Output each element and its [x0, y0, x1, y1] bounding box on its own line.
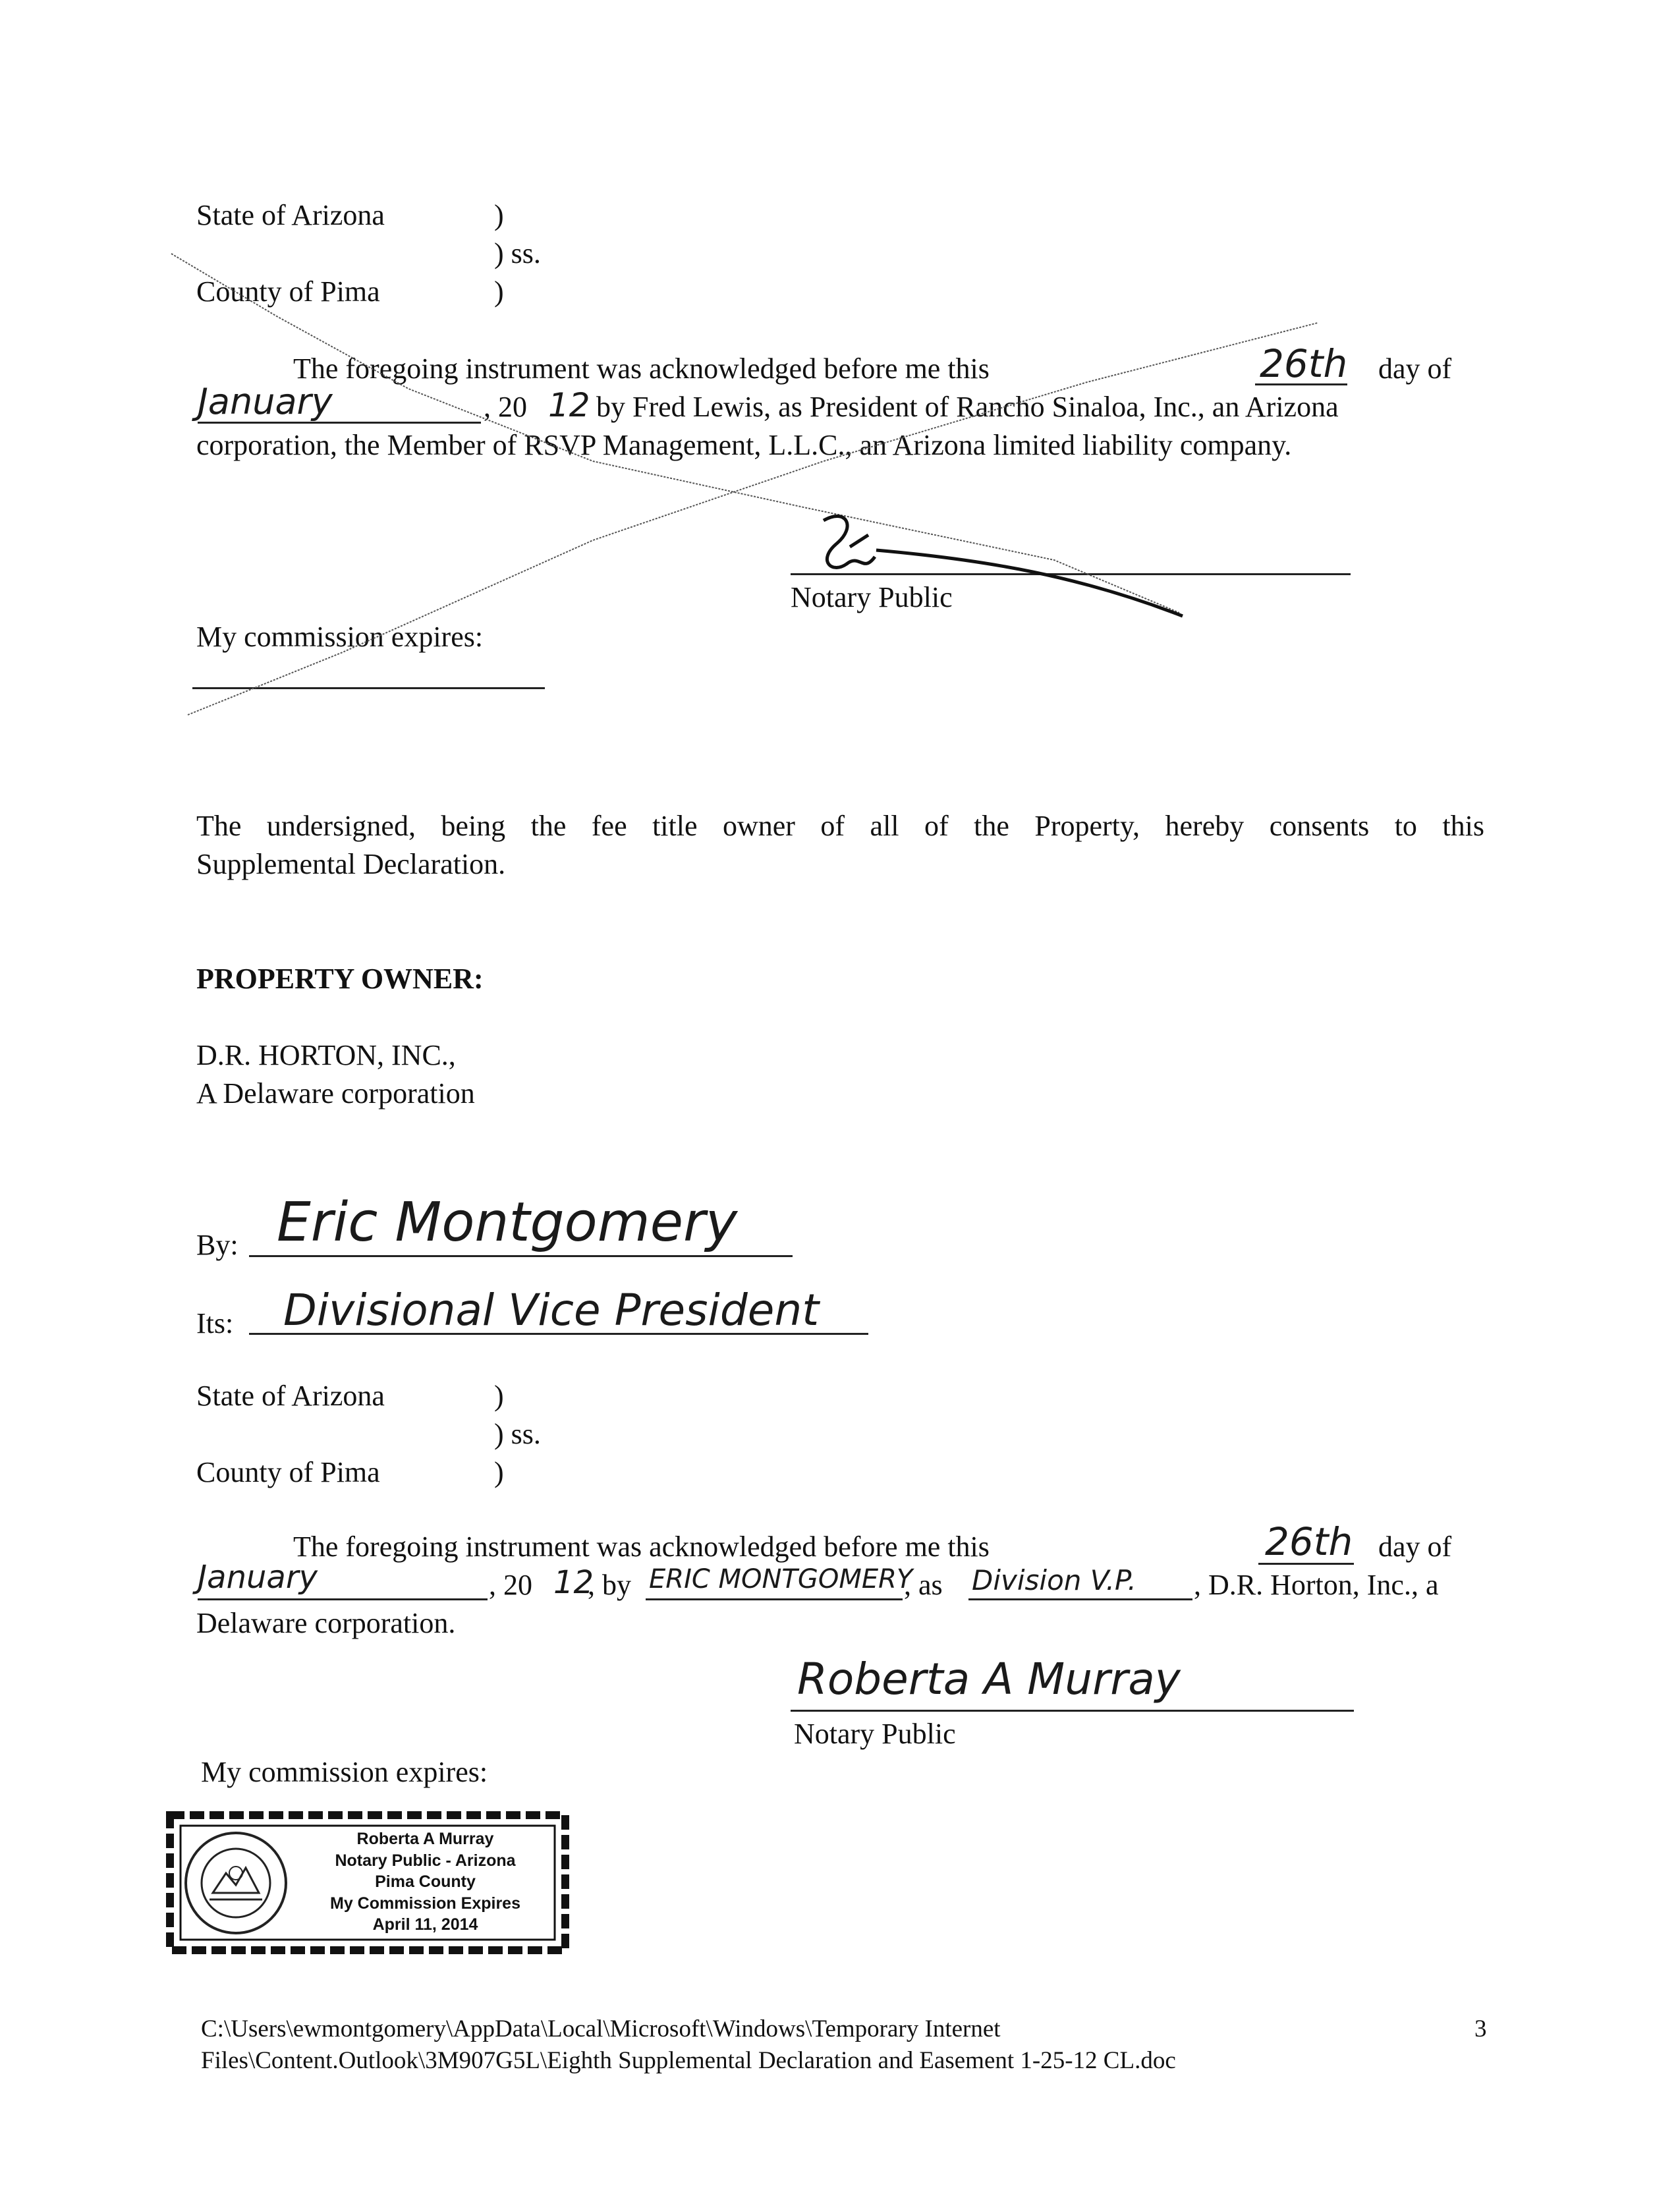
paren-2a: )	[494, 1380, 504, 1412]
ack-text-2c: Delaware corporation.	[196, 1607, 456, 1639]
ack-text-1a: The foregoing instrument was acknowledged before me this	[293, 352, 990, 385]
page-number: 3	[1474, 2015, 1487, 2042]
by-signature: Eric Montgomery	[277, 1191, 738, 1254]
title-line	[968, 1598, 1192, 1600]
by-line	[249, 1255, 793, 1257]
strikethrough-lines	[171, 254, 1318, 715]
paren-1b: )	[494, 275, 504, 308]
ss-label-1: ) ss.	[494, 237, 541, 269]
state-seal-icon	[180, 1827, 292, 1939]
stamp-title: Notary Public - Arizona	[335, 1851, 516, 1870]
footer-path-line-2: Files\Content.Outlook\3M907G5L\Eighth Supplemental Declaration and Easement 1-25-12 CL.doc	[201, 2047, 1176, 2074]
stamp-name: Roberta A Murray	[356, 1830, 494, 1848]
pen-stroke	[876, 550, 1183, 616]
notary-label-2: Notary Public	[794, 1718, 956, 1750]
stamp-county: Pima County	[375, 1872, 476, 1891]
ack-text-2b: day of	[1378, 1531, 1452, 1563]
notary-stamp	[163, 1809, 572, 1957]
ack-year-prefix-2: , 20	[489, 1569, 532, 1601]
county-label-2: County of Pima	[196, 1456, 380, 1488]
notary-signature-line-2	[791, 1710, 1354, 1712]
paren-1a: )	[494, 199, 504, 231]
consent-line-2: Supplemental Declaration.	[196, 848, 506, 880]
footer-path-line-1: C:\Users\ewmontgomery\AppData\Local\Microsoft\Windows\Temporary Internet	[201, 2015, 1001, 2042]
state-label-2: State of Arizona	[196, 1380, 385, 1412]
ack-as-2: , as	[904, 1569, 943, 1601]
commission-label-2: My commission expires:	[201, 1756, 488, 1788]
owner-type: A Delaware corporation	[196, 1077, 475, 1110]
initials-mark	[824, 516, 875, 567]
notary-label-1: Notary Public	[791, 581, 953, 613]
ack-text-1c: by Fred Lewis, as President of Rancho Sinaloa, Inc., an Arizona	[596, 391, 1339, 423]
notary-signature-2: Roberta A Murray	[797, 1654, 1181, 1704]
its-label: Its:	[196, 1307, 234, 1339]
ack-month-line-2	[198, 1598, 488, 1600]
ack-rest-2: , D.R. Horton, Inc., a	[1194, 1569, 1439, 1601]
ack-year-prefix-1: , 20	[484, 391, 527, 423]
signer-line	[646, 1598, 903, 1600]
stamp-expires-date: April 11, 2014	[372, 1915, 478, 1934]
ack-day-2: 26th	[1265, 1519, 1353, 1564]
ack-text-1d: corporation, the Member of RSVP Management, L.L.C., an Arizona limited liability company.	[196, 429, 1292, 461]
its-line	[249, 1333, 868, 1335]
signer-title: Division V.P.	[972, 1564, 1136, 1596]
paren-2b: )	[494, 1456, 504, 1488]
consent-line-1: The undersigned, being the fee title owner of all of the Property, hereby consents to this	[196, 810, 1484, 842]
signer-name: ERIC MONTGOMERY	[649, 1564, 913, 1594]
ack-year-1: 12	[548, 386, 590, 424]
state-label-1: State of Arizona	[196, 199, 385, 231]
ack-day-1: 26th	[1260, 341, 1348, 386]
commission-label-1: My commission expires:	[196, 621, 484, 653]
stamp-expires-label: My Commission Expires	[330, 1894, 520, 1913]
ack-by-2: , by	[588, 1569, 631, 1601]
ack-day-line-2	[1258, 1563, 1354, 1565]
by-label: By:	[196, 1229, 238, 1261]
ack-month-2: January	[198, 1559, 318, 1596]
ack-month-1: January	[198, 381, 333, 422]
its-value: Divisional Vice President	[283, 1285, 820, 1336]
owner-name: D.R. HORTON, INC.,	[196, 1039, 456, 1071]
ack-text-1b: day of	[1378, 352, 1452, 385]
property-owner-heading: PROPERTY OWNER:	[196, 963, 484, 995]
ack-text-2a: The foregoing instrument was acknowledged before me this	[293, 1531, 990, 1563]
ss-label-2: ) ss.	[494, 1418, 541, 1450]
county-label-1: County of Pima	[196, 275, 380, 308]
ack-year-2: 12	[553, 1564, 594, 1601]
